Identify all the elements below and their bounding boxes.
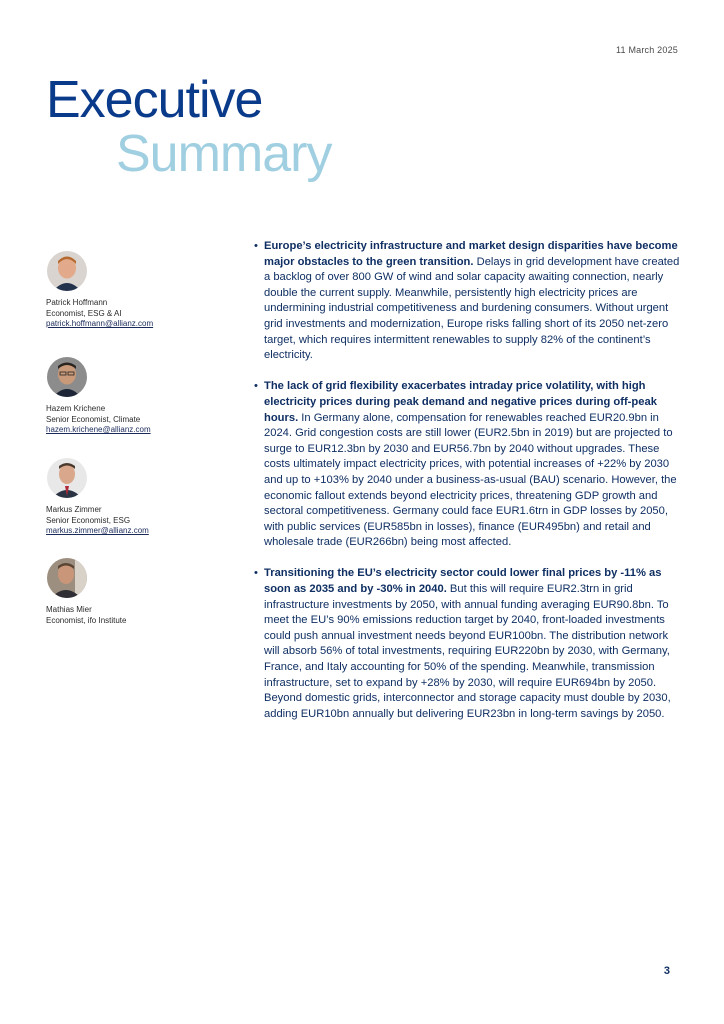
author-email-link[interactable]: patrick.hoffmann@allianz.com [46,319,154,328]
author-email-link[interactable]: hazem.krichene@allianz.com [46,425,151,434]
bullet-body: Delays in grid development have created a backlog of over 800 GW of wind and solar capacity awaiting connection, nearly double the current supply. Meanwhile, persistently high electricity prices are undermining industrial competitiveness and burdening consumers. Without urgent grid investments and modernization, Europe risks falling short of its 2050 net-zero target, which requires intermittent renewables to supply 82% of the continent’s electricity. [264,255,680,362]
avatar-photo [47,458,87,498]
author-name: Mathias Mier [46,605,92,614]
author-card-hoffmann [46,251,236,330]
author-card-krichene [46,357,236,436]
report-date: 11 March 2025 [616,45,678,55]
title-executive: Executive [46,71,263,129]
bullet-headline: Europe’s electricity infrastructure and market design disparities have become major obstacles to the green transition. [264,240,678,268]
summary-bullet [254,566,684,722]
author-name: Markus Zimmer [46,505,102,514]
summary-content [254,239,684,738]
bullet-body: In Germany alone, compensation for renewables reached EUR20.9bn in 2024. Grid congestion costs are still lower (EUR2.5bn in 2019) but are projected to surge to EUR12.3bn by 2030 and EUR56.7bn by 2040 without upgrades. These costs ultimately impact electricity prices, with potential increases of +22% by 2030 and up to +103% by 2040 under a business-as-usual (BAU) scenario. However, the economic fallout extends beyond electricity prices, threatening GDP growth and sectoral competitiveness. Germany could face EUR1.6trn in GDP losses by 2050, with public services (EUR585bn in losses), finance (EUR495bn) and retail and wholesale trade (EUR266bn) being most affected. [264,411,677,549]
page-number: 3 [663,965,670,977]
summary-bullet [254,379,684,551]
author-role: Senior Economist, Climate [46,414,141,424]
author-role: Economist, ifo Institute [46,615,127,625]
author-name: Patrick Hoffmann [46,298,108,307]
author-email-link[interactable]: markus.zimmer@allianz.com [46,526,149,535]
author-card-mier [46,558,236,626]
author-card-zimmer [46,458,236,537]
title-summary: Summary [116,125,332,183]
author-role: Economist, ESG & AI [46,308,122,318]
bullet-marker: • [254,380,258,393]
author-name: Hazem Krichene [46,404,106,413]
avatar-photo [47,558,87,598]
bullet-marker: • [254,240,258,252]
summary-bullet [254,239,684,364]
bullet-headline: The lack of grid flexibility exacerbates intraday price volatility, with high electricity prices during peak demand and negative prices during off-peak hours. [264,380,657,424]
avatar-photo [47,357,87,397]
bullet-marker: • [254,567,258,580]
bullet-headline: Transitioning the EU’s electricity sector could lower final prices by -11% as soon as 2035 and by -30% in 2040. [264,567,662,596]
avatar-photo [47,251,87,291]
bullet-body: But this will require EUR2.3trn in grid infrastructure investments by 2050, with annual funding averaging EUR90.8bn. To meet the EU’s 90% emissions reduction target by 2040, front-loaded investments could push annual investment needs beyond EUR100bn. The distribution network will absorb 56% of total investments, requiring EUR220bn by 2030, with Germany, France, and Italy accounting for 50% of the spending. Meanwhile, transmission infrastructure, set to expand by +28% by 2030, will require EUR694bn by 2050. Beyond domestic grids, interconnector and storage capacity must double by 2030, adding EUR10bn annually but delivering EUR23bn in long-term savings by 2050. [264,583,671,720]
author-role: Senior Economist, ESG [46,515,131,525]
